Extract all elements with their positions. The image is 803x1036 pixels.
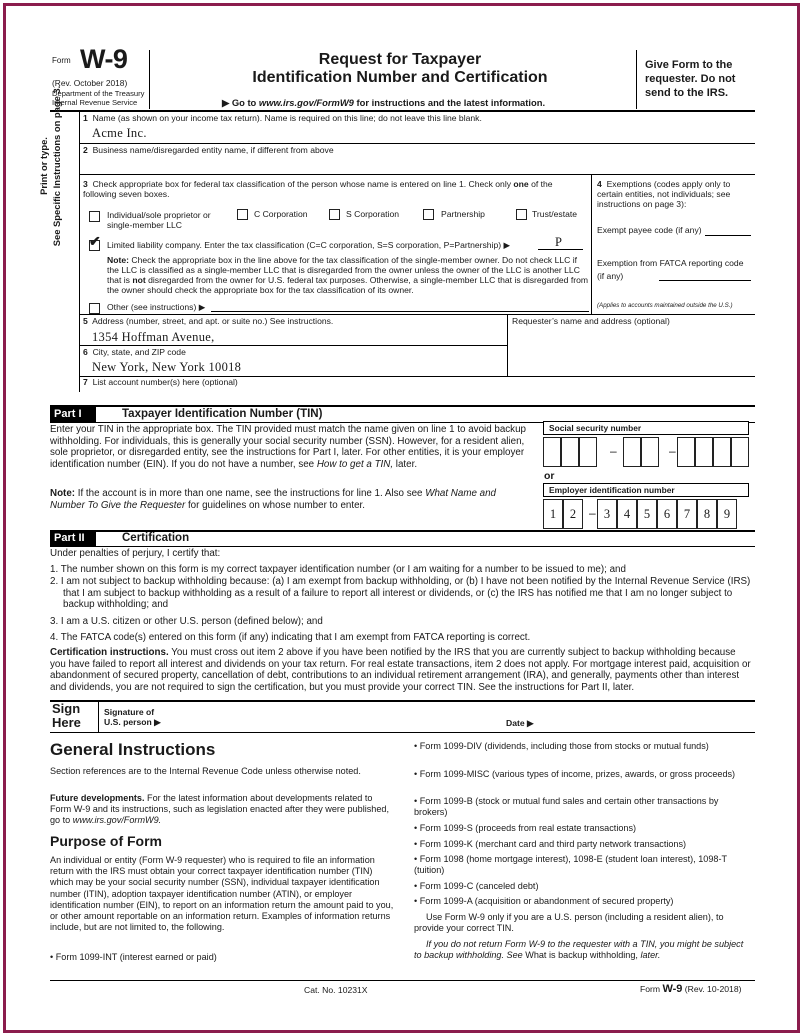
line6-label: 6 City, state, and ZIP code xyxy=(83,347,186,357)
cert-item-1: 1. The number shown on this form is my correct taxpayer identification number (or I am waiting for a number to be issued to me); and xyxy=(50,564,626,575)
purpose-text: An individual or entity (Form W-9 requester) who is required to file an information return with the IRS must obtain your correct taxpayer identification number (TIN) which may be your social security number (SSN), individual taxpayer identification number (ITIN), adoption taxpayer identification number (ATIN), or employer identification number (EIN), to report on an information return the amount paid to you, or other amount reportable on an information return. Examples of information returns include, but are not limited to, the following. xyxy=(50,855,394,933)
trust-checkbox[interactable] xyxy=(516,207,527,225)
form-title-line1: Request for Taxpayer xyxy=(318,51,482,68)
requester-label: Requester’s name and address (optional) xyxy=(512,316,670,326)
ein-digit: 5 xyxy=(637,499,657,529)
cert-item-4: 4. The FATCA code(s) entered on this form (if any) indicating that I am exempt from FATCA reporting is correct. xyxy=(50,632,531,643)
form-title-line2: Identification Number and Certification xyxy=(252,69,548,86)
print-or-type-note: Print or type. See Specific Instructions on page 3. xyxy=(38,85,62,247)
part2-title: Certification xyxy=(122,532,190,544)
llc-checkmark-icon: ✔ xyxy=(89,233,101,249)
ein-digit: 3 xyxy=(597,499,617,529)
ein-digit: 6 xyxy=(657,499,677,529)
backup-withholding-note: If you do not return Form W-9 to the requester with a TIN, you might be subject to backup withholding. See What is backup withholding, later. xyxy=(414,939,744,961)
name-field[interactable]: Acme Inc. xyxy=(92,126,147,140)
c-corp-label: C Corporation xyxy=(254,209,308,219)
bullet-1099-s: • Form 1099-S (proceeds from real estate transactions) xyxy=(414,823,637,833)
llc-checkbox[interactable] xyxy=(89,233,101,256)
ssn-label: Social security number xyxy=(543,421,749,435)
purpose-heading: Purpose of Form xyxy=(50,833,163,849)
date-label: Date ▶ xyxy=(506,718,534,728)
form-number: W-9 xyxy=(80,44,128,74)
cert-item-3: 3. I am a U.S. citizen or other U.S. person (defined below); and xyxy=(50,616,323,627)
bullet-1099-c: • Form 1099-C (canceled debt) xyxy=(414,881,539,891)
business-name-field[interactable] xyxy=(92,157,692,173)
part2-tag: Part II xyxy=(50,531,96,546)
part1-note: Note: If the account is in more than one name, see the instructions for line 1. Also see What Name and Number To Give the Requester for guidelines on whose number to enter. xyxy=(50,488,497,511)
ein-label: Employer identification number xyxy=(543,483,749,497)
part1-instructions: Enter your TIN in the appropriate box. The TIN provided must match the name given on line 1 to avoid backup withholding. For individuals, this is generally your social security number (SSN). However, for a resident alien, sole proprietor, or disregarded entity, see the instructions for Part I, later. For other entities, it is your employer identification number (EIN). If you do not have a number, see How to get a TIN, later. xyxy=(50,424,526,470)
form-label: Form xyxy=(52,56,71,65)
partnership-label: Partnership xyxy=(441,209,485,219)
fatca-label: Exemption from FATCA reporting code (if any) xyxy=(597,258,744,281)
or-label: or xyxy=(544,470,555,482)
s-corp-label: S Corporation xyxy=(346,209,400,219)
bullet-1098: • Form 1098 (home mortgage interest), 1098-E (student loan interest), 1098-T (tuition) xyxy=(414,854,727,876)
individual-checkbox[interactable] xyxy=(89,209,100,227)
line5-label: 5 Address (number, street, and apt. or suite no.) See instructions. xyxy=(83,316,334,326)
part1-title: Taxpayer Identification Number (TIN) xyxy=(122,408,323,420)
trust-label: Trust/estate xyxy=(532,209,578,219)
individual-label: Individual/sole proprietor or single-member LLC xyxy=(107,210,211,230)
line1-label: 1 Name (as shown on your income tax return). Name is required on this line; do not leave this line blank. xyxy=(83,113,482,123)
bullet-1099-int: • Form 1099-INT (interest earned or paid) xyxy=(50,952,217,962)
s-corp-checkbox[interactable] xyxy=(329,207,340,225)
ein-digit: 1 xyxy=(543,499,563,529)
llc-label: Limited liability company. Enter the tax classification (C=C corporation, S=S corporation, P=Partnership) ▶ xyxy=(107,240,511,250)
signature-label: Signature of U.S. person ▶ xyxy=(104,707,161,727)
ssn-dash-2: – xyxy=(669,444,676,458)
c-corp-checkbox[interactable] xyxy=(237,207,248,225)
section-references: Section references are to the Internal Revenue Code unless otherwise noted. xyxy=(50,766,361,776)
irs-instructions-link[interactable]: ▶ Go to www.irs.gov/FormW9 for instructions and the latest information. xyxy=(222,97,546,108)
exempt-payee-label: Exempt payee code (if any) xyxy=(597,225,702,235)
ein-digit: 4 xyxy=(617,499,637,529)
fatca-applies-note: (Applies to accounts maintained outside the U.S.) xyxy=(597,302,733,309)
bullet-1099-b: • Form 1099-B (stock or mutual fund sales and certain other transactions by brokers) xyxy=(414,796,719,818)
part1-tag: Part I xyxy=(50,407,96,422)
other-label: Other (see instructions) ▶ xyxy=(107,302,206,312)
use-form-w9-note: Use Form W-9 only if you are a U.S. person (including a resident alien), to provide your correct TIN. xyxy=(414,912,724,934)
catalog-number: Cat. No. 10231X xyxy=(304,985,368,995)
line7-label: 7 List account number(s) here (optional) xyxy=(83,377,238,387)
address-field[interactable]: 1354 Hoffman Avenue, xyxy=(92,330,215,344)
cert-item-2: 2. I am not subject to backup withholding because: (a) I am exempt from backup withholding, or (b) I have not been notified by the Internal Revenue Service (IRS) that I am subject to backup withholding as a result of a failure to report all interest or dividends, or (c) the IRS has notified me that I am no longer subject to backup withholding; and xyxy=(50,576,751,611)
date-field[interactable] xyxy=(540,704,750,730)
perjury-intro: Under penalties of perjury, I certify that: xyxy=(50,548,221,559)
bullet-1099-k: • Form 1099-K (merchant card and third party network transactions) xyxy=(414,839,687,849)
signature-field[interactable] xyxy=(170,704,500,730)
ein-field[interactable] xyxy=(543,497,749,531)
cert-instructions: Certification instructions. You must cross out item 2 above if you have been notified by the IRS that you are currently subject to backup withholding because you have failed to report all interest and dividends on your tax return. For real estate transactions, item 2 does not apply. For mortgage interest paid, acquisition or abandonment of secured property, cancellation of debt, contributions to an individual retirement arrangement (IRA), and generally, payments other than interest and dividends, you are not required to sign the certification, but you must provide your correct TIN. See the instructions for Part II, later. xyxy=(50,647,751,693)
revision-date: (Rev. October 2018) xyxy=(52,78,128,88)
give-form-note: Give Form to the requester. Do not send to the IRS. xyxy=(645,59,736,99)
llc-note: Note: Check the appropriate box in the line above for the tax classification of the single-member owner. Do not check LLC if the LLC is classified as a single-member LLC that is disregarded from the owner unless the owner of the LLC is another LLC that is not disregarded from the owner for U.S. federal tax purposes. Otherwise, a single-member LLC that is disregarded from the owner should check the appropriate box for the tax classification of its owner. xyxy=(107,255,589,295)
ein-digit: 8 xyxy=(697,499,717,529)
ein-dash: – xyxy=(589,506,596,520)
future-developments: Future developments. For the latest information about developments related to Form W-9 and its instructions, such as legislation enacted after they were published, go to www.irs.gov/FormW9. xyxy=(50,793,389,826)
ein-digit: 2 xyxy=(563,499,583,529)
city-state-zip-field[interactable]: New York, New York 10018 xyxy=(92,360,242,374)
sign-label: Sign Here xyxy=(52,701,81,730)
ssn-dash-1: – xyxy=(610,444,617,458)
ein-digit: 7 xyxy=(677,499,697,529)
bullet-1099-misc: • Form 1099-MISC (various types of income, prizes, awards, or gross proceeds) xyxy=(414,769,736,779)
ein-digit: 9 xyxy=(717,499,737,529)
footer-form-id: Form W-9 (Rev. 10-2018) xyxy=(640,983,742,995)
llc-classification-field[interactable]: P xyxy=(555,235,563,249)
bullet-1099-a: • Form 1099-A (acquisition or abandonment of secured property) xyxy=(414,896,674,906)
line2-label: 2 Business name/disregarded entity name, if different from above xyxy=(83,145,334,155)
bullet-1099-div: • Form 1099-DIV (dividends, including those from stocks or mutual funds) xyxy=(414,741,709,751)
agency: Internal Revenue Service xyxy=(52,98,138,107)
general-instructions-heading: General Instructions xyxy=(50,740,216,759)
line3-label: 3 Check appropriate box for federal tax classification of the person whose name is entered on line 1. Check only one of the following seven boxes. xyxy=(83,179,553,199)
department: Department of the Treasury xyxy=(52,89,145,98)
exemptions-label: 4 Exemptions (codes apply only to certain entities, not individuals; see instructions on page 3): xyxy=(597,179,731,209)
partnership-checkbox[interactable] xyxy=(423,207,434,225)
ssn-field[interactable] xyxy=(543,435,749,469)
